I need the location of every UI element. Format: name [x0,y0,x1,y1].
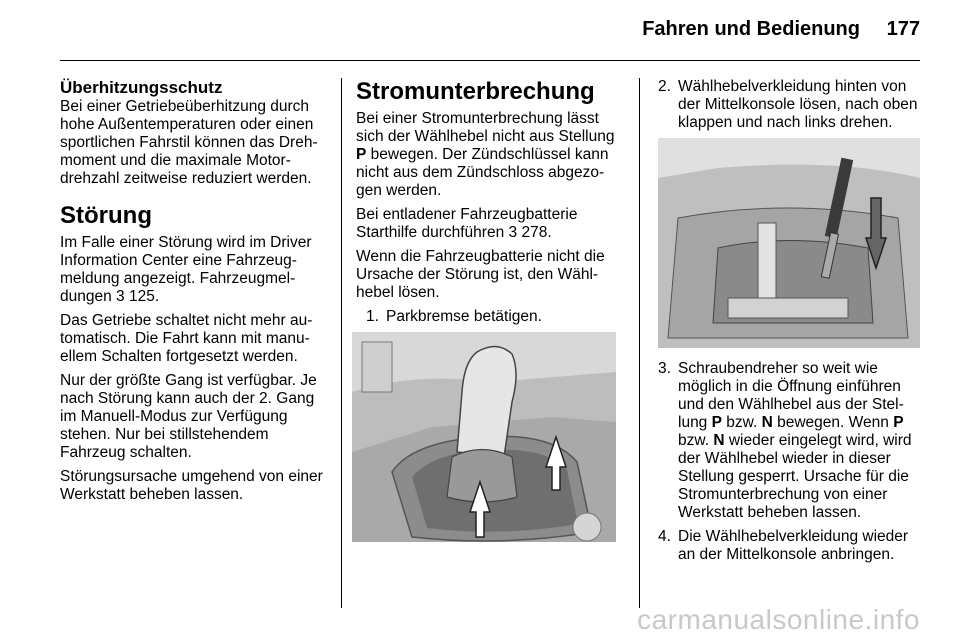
power-loss-heading: Stromunterbrechung [356,78,595,105]
column-divider-2 [639,78,640,608]
column-2 [356,78,622,554]
header-rule [60,60,920,61]
power-loss-paragraph-2: Bei entladener Fahrzeugbatterie Starthilfe durchführen 3 278. [356,206,578,241]
fault-paragraph-4: Störungsursache umgehend von einer Werkstatt beheben lassen. [60,468,323,503]
page-ref-link[interactable]: 125. [128,288,160,305]
fault-paragraph-1: Im Falle einer Störung wird im Driver Information Center eine Fahrzeugmeldung angezeigt. Fahrzeugmeldungen 3 125. [60,234,312,305]
step-2: 2. Wählhebelverkleidung hinten von der Mittelkonsole lösen, nach oben klappen und nach links drehen. [658,78,918,131]
fault-paragraph-3: Nur der größte Gang ist verfügbar. Je nach Störung kann auch der 2. Gang im Manuell-Modus zur Verfügung stehen. Nur bei stillstehendem Fahrzeug schalten. [60,372,317,461]
watermark-text: carmanualsonline.info [637,604,920,635]
overheat-heading: Überhitzungsschutz [60,78,223,97]
position-p: P [356,146,367,163]
column-1 [60,78,326,510]
page-number: 177 [886,18,920,40]
overheat-text: Bei einer Getriebeüberhitzung durch hohe Außentemperaturen oder einen sportlichen Fahrstil können das Drehmoment und die maximale Motordrehzahl zeitweise reduziert werden. [60,98,318,187]
trim-removal-illustration [658,138,920,348]
step-4: 4. Die Wählhebelverkleidung wieder an der Mittelkonsole anbringen. [658,528,909,563]
column-3 [658,78,920,570]
column-divider-1 [341,78,342,608]
step-1: 1. Parkbremse betätigen. [366,308,542,325]
page-ref-icon: 3 [116,288,125,305]
gear-lever-illustration [352,332,614,542]
running-header: Fahren und Bedienung [642,18,860,40]
page-ref-link[interactable]: 278. [521,224,552,241]
power-loss-paragraph-3: Wenn die Fahrzeugbatterie nicht die Ursache der Störung ist, den Wählhebel lösen. [356,248,605,301]
page-ref-icon: 3 [508,224,518,241]
step-3: 3. Schraubendreher so weit wie möglich in die Öffnung einführen und den Wählhebel aus der Stellung P bzw. N bewegen. Wenn P bzw. N wieder eingelegt wird, wird der Wählhebel wieder in dieser Stellung gesperrt. Ursache für die Stromunterbrechung von einer Werkstatt beheben lassen. [658,360,912,521]
fault-heading: Störung [60,202,152,229]
fault-paragraph-2: Das Getriebe schaltet nicht mehr automatisch. Die Fahrt kann mit manuellem Schalten fortgesetzt werden. [60,312,313,365]
power-loss-paragraph-1: Bei einer Stromunterbrechung lässt sich der Wählhebel nicht aus Stellung P bewegen. Der Zündschlüssel kann nicht aus dem Zündschloss abgezogen werden. [356,110,615,199]
